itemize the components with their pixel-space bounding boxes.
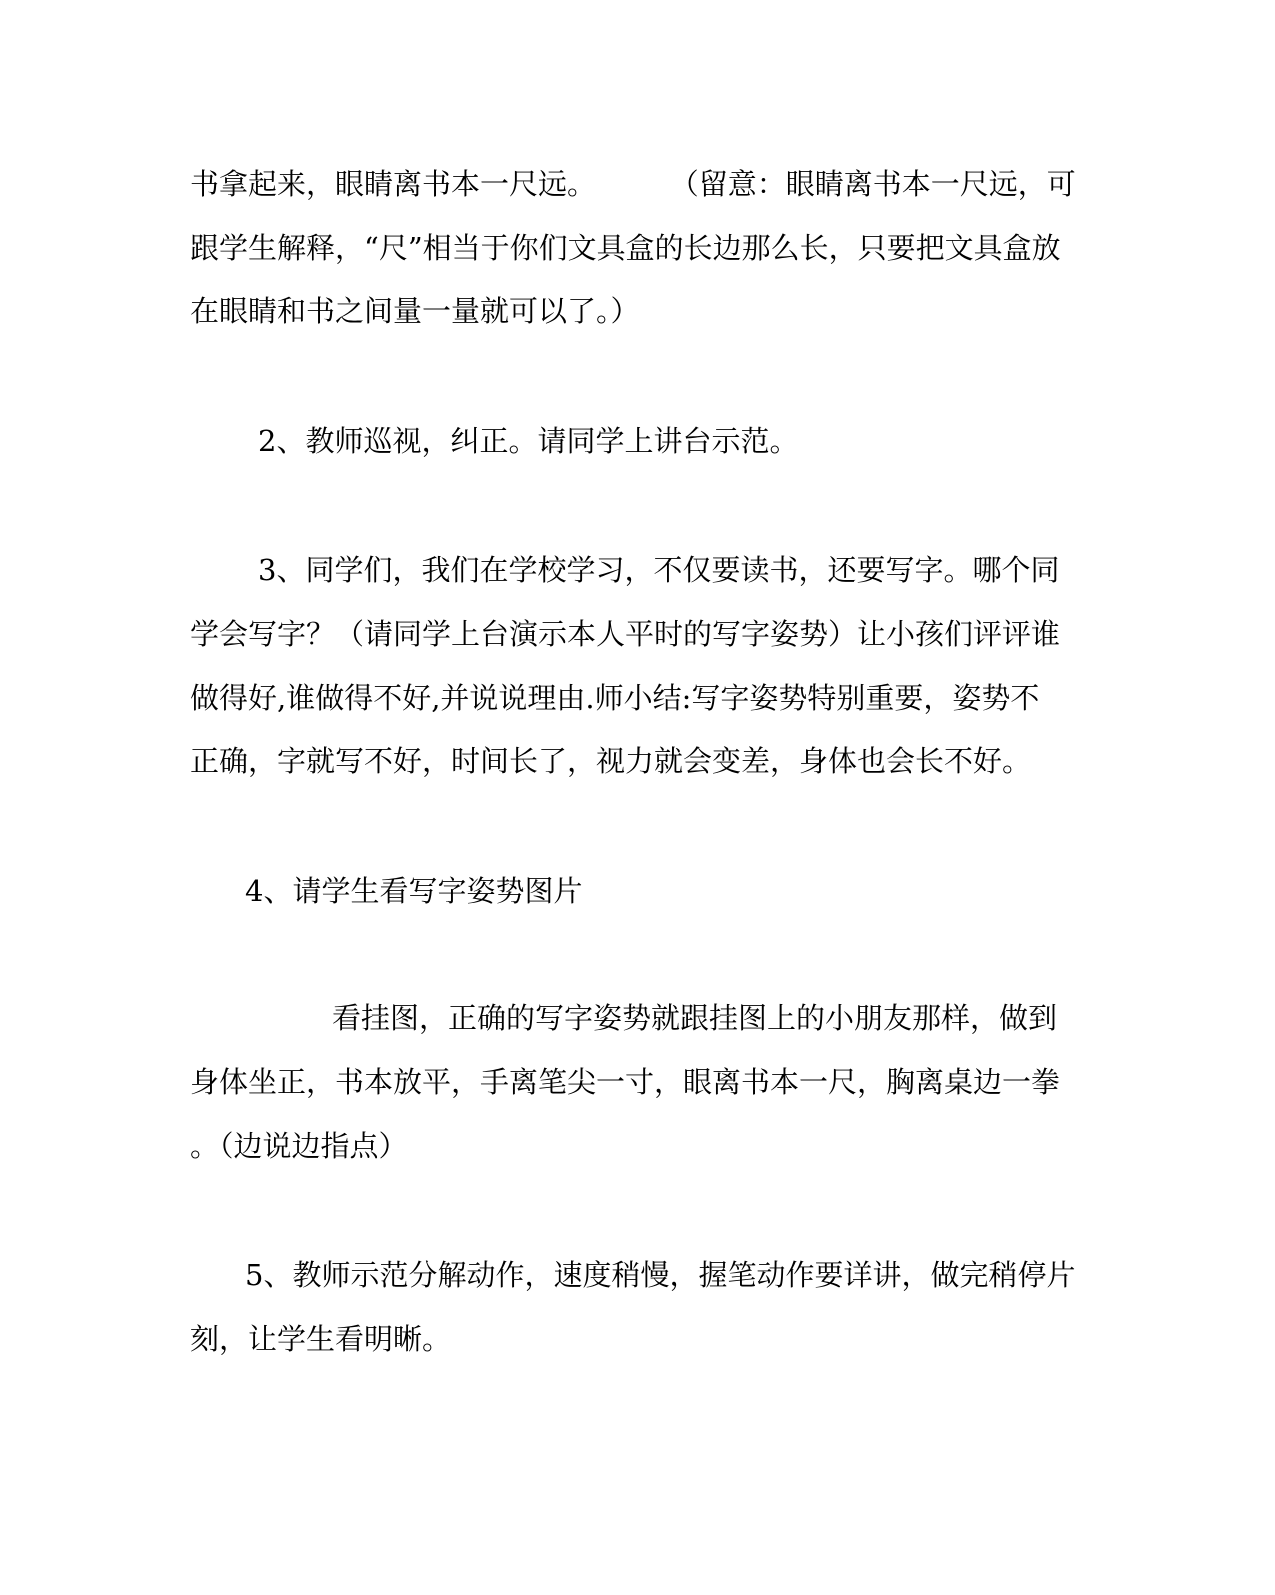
text-line: 。（边说边指点） bbox=[190, 1129, 408, 1163]
text-line: 跟学生解释，“尺”相当于你们文具盒的长边那么长，只要把文具盒放 bbox=[190, 231, 1061, 265]
text-line: 学会写字？（请同学上台演示本人平时的写字姿势）让小孩们评评谁 bbox=[190, 617, 1061, 651]
text-line: 2、教师巡视，纠正。请同学上讲台示范。 bbox=[258, 424, 799, 458]
text-line: 在眼睛和书之间量一量就可以了。） bbox=[190, 294, 640, 328]
text-line: 身体坐正，书本放平，手离笔尖一寸，眼离书本一尺，胸离桌边一拳 bbox=[190, 1065, 1061, 1099]
text-line: 4、请学生看写字姿势图片 bbox=[245, 874, 583, 908]
text-line: 3、同学们，我们在学校学习，不仅要读书，还要写字。哪个同 bbox=[258, 553, 1060, 587]
text-line: 做得好,谁做得不好,并说说理由.师小结:写字姿势特别重要，姿势不 bbox=[190, 681, 1040, 715]
text-line: 正确，字就写不好，时间长了，视力就会变差，身体也会长不好。 bbox=[190, 744, 1032, 778]
text-line: 书拿起来，眼睛离书本一尺远。 （留意：眼睛离书本一尺远，可 bbox=[190, 167, 1076, 201]
text-line: 5、教师示范分解动作，速度稍慢，握笔动作要详讲，做完稍停片 bbox=[245, 1258, 1076, 1292]
text-line: 看挂图，正确的写字姿势就跟挂图上的小朋友那样，做到 bbox=[332, 1001, 1058, 1035]
text-line: 刻，让学生看明晰。 bbox=[190, 1322, 452, 1356]
